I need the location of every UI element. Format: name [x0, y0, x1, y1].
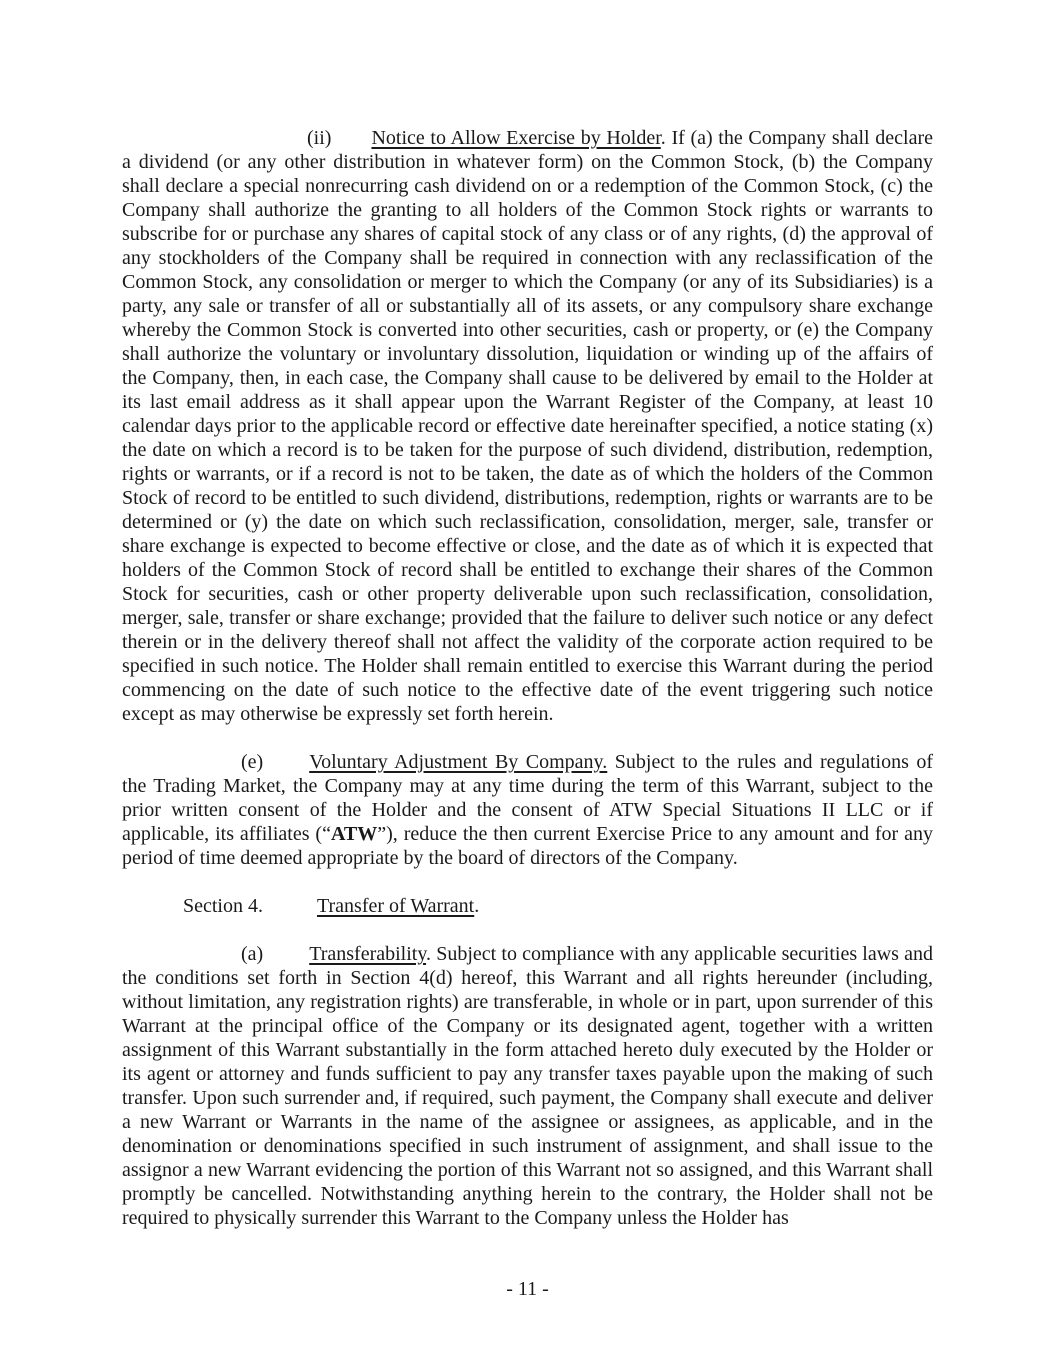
clause-body-voluntary-pre: Subject to the rules and regulations of the Trading Market, the Company may at any time during the term of this Warrant, subject to the prior written consent of the Holder and the consent of ATW Special Situations II LLC or if applicable, its affiliates (“: [122, 751, 934, 845]
clause-body-notice: . If (a) the Company shall declare a dividend (or any other distribution in whatever form) on the Common Stock, (b) the Company shall declare a special nonrecurring cash dividend on or a redemption of the Common Stock, (c) the Company shall authorize the granting to all holders of the Common Stock rights or warrants to subscribe for or purchase any shares of capital stock of any class or of any rights, (d) the approval of any stockholders of the Company shall be required in connection with any reclassification of the Common Stock, any consolidation or merger to which the Company (or any of its Subsidiaries) is a party, any sale or transfer of all or substantially all of its assets, or any compulsory share exchange whereby the Common Stock is converted into other securities, cash or property, or (e) the Company shall authorize the voluntary or involuntary dissolution, liquidation or winding up of the affairs of the Company, then, in each case, the Company shall cause to be delivered by email to the Holder at its last email address as it shall appear upon the Warrant Register of the Company, at least 10 calendar days prior to the applicable record or effective date hereinafter specified, a notice stating (x) the date on which a record is to be taken for the purpose of such dividend, distribution, redemption, rights or warrants, or if a record is not to be taken, the date as of which the holders of the Common Stock of record to be entitled to such dividend, distributions, redemption, rights or warrants are to be determined or (y) the date on which such reclassification, consolidation, merger, sale, transfer or share exchange is expected to become effective or close, and the date as of which it is expected that holders of the Common Stock of record shall be entitled to exchange their shares of the Common Stock for securities, cash or other property deliverable upon such reclassification, consolidation, merger, sale, transfer or share exchange; provided that the failure to deliver such notice or any defect therein or in the delivery thereof shall not affect the validity of the corporate action required to be specified in such notice. The Holder shall remain entitled to exercise this Warrant during the period commencing on the date of such notice to the effective date of the event triggering such notice except as may otherwise be expressly set forth herein.: [122, 127, 933, 725]
clause-heading-notice: Notice to Allow Exercise by Holder: [371, 127, 661, 149]
section-4-heading: [122, 894, 933, 918]
clause-body-transferability: . Subject to compliance with any applicable securities laws and the conditions set forth in Section 4(d) hereof, this Warrant and all rights hereunder (including, without limitation, any registration rights) are transferable, in whole or in part, upon surrender of this Warrant at the principal office of the Company or its designated agent, together with a written assignment of this Warrant substantially in the form attached hereto duly executed by the Holder or its agent or attorney and funds sufficient to pay any transfer taxes payable upon the making of such transfer. Upon such surrender and, if required, such payment, the Company shall execute and deliver a new Warrant or Warrants in the name of the assignee or assignees, as applicable, and in the denomination or denominations specified in such instrument of assignment, and shall issue to the assignor a new Warrant evidencing the portion of this Warrant not so assigned, and this Warrant shall promptly be cancelled. Notwithstanding anything herein to the contrary, the Holder shall not be required to physically surrender this Warrant to the Company unless the Holder has: [122, 943, 933, 1229]
clause-label-a: (a): [241, 943, 264, 965]
tab-spacer: [263, 959, 309, 960]
paragraph-notice-to-allow-exercise: [122, 126, 933, 726]
section-title-period: .: [474, 895, 480, 917]
section-label: Section 4.: [183, 895, 263, 917]
section-title: Transfer of Warrant: [317, 895, 475, 917]
clause-label-ii: (ii): [307, 127, 332, 149]
paragraph-voluntary-adjustment: [122, 750, 933, 870]
defined-term-atw: ATW: [330, 823, 378, 845]
tab-spacer: [263, 911, 317, 912]
tab-spacer: [263, 767, 309, 768]
clause-label-e: (e): [241, 751, 264, 773]
paragraph-transferability: [122, 942, 933, 1230]
tab-spacer: [331, 143, 371, 144]
clause-body-voluntary-post: ”), reduce the then current Exercise Price to any amount and for any period of time deemed appropriate by the board of directors of the Company.: [122, 823, 933, 869]
page-number: - 11 -: [506, 1278, 549, 1300]
clause-heading-transferability: Transferability: [309, 943, 427, 965]
clause-heading-voluntary-adjustment: Voluntary Adjustment By Company.: [309, 751, 608, 773]
